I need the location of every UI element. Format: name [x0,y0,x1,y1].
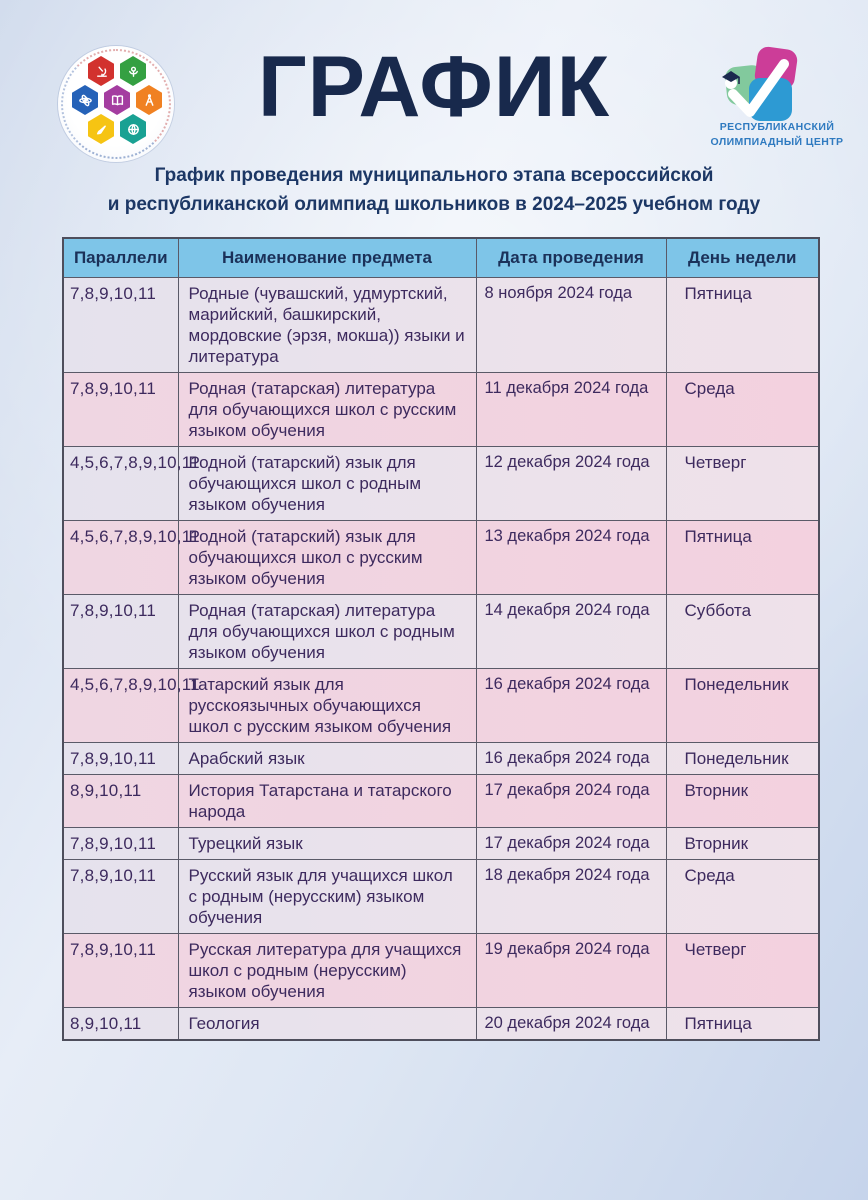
cell-subject: Родной (татарский) язык для обучающихся школ с родным языком обучения [178,447,476,521]
cell-day: Понедельник [666,669,819,743]
cell-day: Суббота [666,595,819,669]
caption-line-1: РЕСПУБЛИКАНСКИЙ [719,121,835,133]
subtitle-line-2: и республиканской олимпиад школьников в 2024–2025 учебном году [107,193,761,215]
page-subtitle [0,162,868,219]
col-header-subject: Наименование предмета [178,238,476,278]
cell-date: 12 декабря 2024 года [476,447,666,521]
col-header-grades: Параллели [63,238,178,278]
cell-date: 14 декабря 2024 года [476,595,666,669]
schedule-table [62,237,820,1041]
cell-subject: Родная (татарская) литература для обучающихся школ с родным языком обучения [178,595,476,669]
cell-date: 19 декабря 2024 года [476,934,666,1008]
olympiad-center-caption [692,120,862,150]
cell-day: Пятница [666,1008,819,1041]
cell-subject: Родная (татарская) литература для обучающихся школ с русским языком обучения [178,373,476,447]
table-row [63,278,819,373]
cell-subject: Родные (чувашский, удмуртский, марийский, башкирский, мордовские (эрзя, мокша)) языки и литература [178,278,476,373]
table-row [63,934,819,1008]
cell-subject: Турецкий язык [178,828,476,860]
cell-grades: 4,5,6,7,8,9,10,11 [63,447,178,521]
cell-subject: Арабский язык [178,743,476,775]
cell-subject: Русская литература для учащихся школ с родным (нерусским) языком обучения [178,934,476,1008]
cell-grades: 7,8,9,10,11 [63,278,178,373]
cell-grades: 7,8,9,10,11 [63,373,178,447]
table-row [63,1008,819,1041]
cell-date: 17 декабря 2024 года [476,828,666,860]
cell-date: 13 декабря 2024 года [476,521,666,595]
cell-grades: 8,9,10,11 [63,775,178,828]
table-row [63,775,819,828]
table-row [63,669,819,743]
schedule-table-wrap [62,237,818,1041]
table-row [63,373,819,447]
cell-day: Среда [666,860,819,934]
cell-grades: 7,8,9,10,11 [63,828,178,860]
caption-line-2: ОЛИМПИАДНЫЙ ЦЕНТР [710,136,844,149]
cell-date: 20 декабря 2024 года [476,1008,666,1041]
cell-date: 16 декабря 2024 года [476,669,666,743]
cell-day: Среда [666,373,819,447]
subtitle-line-1: График проведения муниципального этапа всероссийской [154,165,714,186]
cell-subject: История Татарстана и татарского народа [178,775,476,828]
cell-date: 16 декабря 2024 года [476,743,666,775]
table-row [63,521,819,595]
table-row [63,595,819,669]
cell-grades: 7,8,9,10,11 [63,934,178,1008]
table-header-row [63,238,819,278]
cell-date: 8 ноября 2024 года [476,278,666,373]
cell-grades: 8,9,10,11 [63,1008,178,1041]
cell-subject: Родной (татарский) язык для обучающихся школ с русским языком обучения [178,521,476,595]
cell-grades: 7,8,9,10,11 [63,595,178,669]
table-row [63,828,819,860]
cell-date: 11 декабря 2024 года [476,373,666,447]
table-row [63,860,819,934]
col-header-day: День недели [666,238,819,278]
cell-day: Вторник [666,775,819,828]
cell-grades: 4,5,6,7,8,9,10,11 [63,669,178,743]
table-row [63,743,819,775]
col-header-date: Дата проведения [476,238,666,278]
graduate-checkmark-icon [722,56,794,122]
cell-date: 17 декабря 2024 года [476,775,666,828]
cell-day: Четверг [666,934,819,1008]
cell-date: 18 декабря 2024 года [476,860,666,934]
cell-subject: Татарский язык для русскоязычных обучающихся школ с русским языком обучения [178,669,476,743]
cell-grades: 4,5,6,7,8,9,10,11 [63,521,178,595]
cell-day: Понедельник [666,743,819,775]
page-title: ГРАФИК [257,39,611,135]
cell-subject: Геология [178,1008,476,1041]
cell-day: Пятница [666,278,819,373]
cell-subject: Русский язык для учащихся школ с родным (нерусским) языком обучения [178,860,476,934]
cell-grades: 7,8,9,10,11 [63,743,178,775]
cell-day: Четверг [666,447,819,521]
olympiad-center-logo [692,40,862,152]
table-row [63,447,819,521]
cell-day: Пятница [666,521,819,595]
cell-grades: 7,8,9,10,11 [63,860,178,934]
cell-day: Вторник [666,828,819,860]
